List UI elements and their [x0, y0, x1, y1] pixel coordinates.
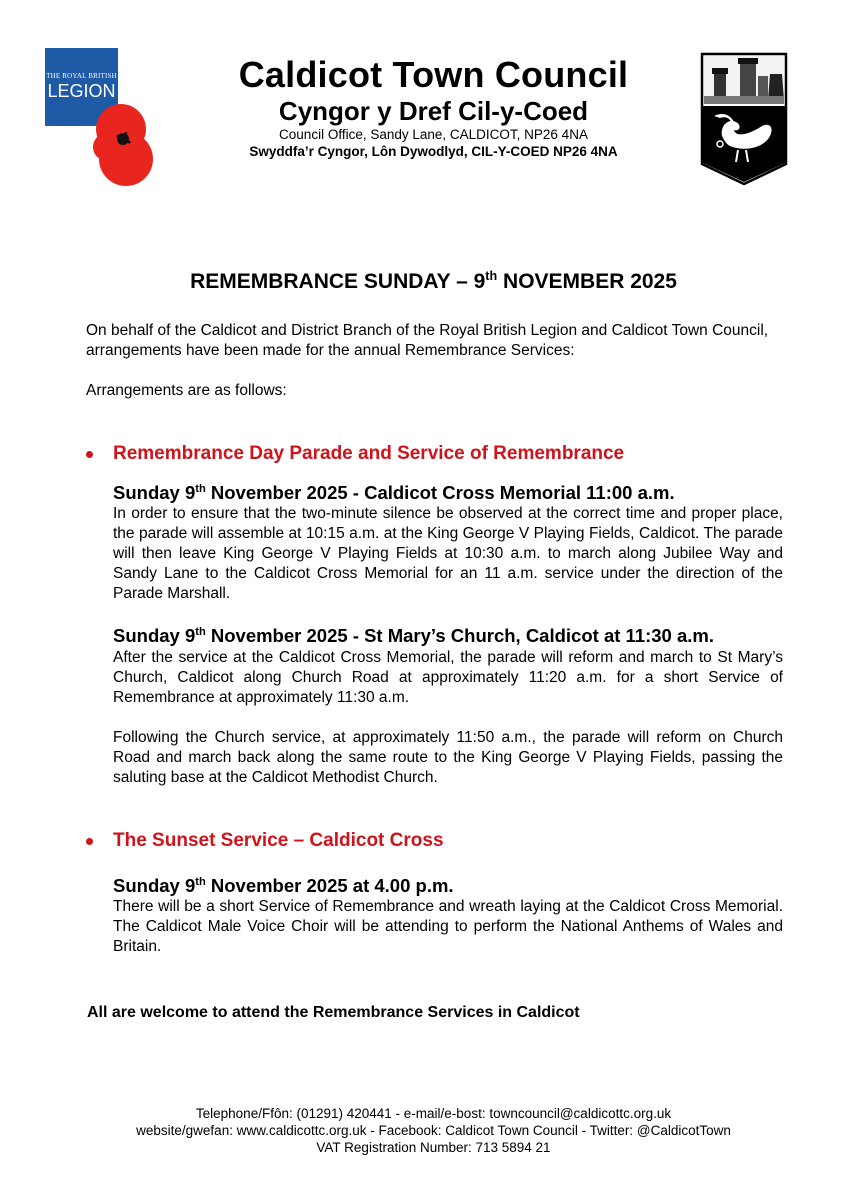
event-date: Sunday 9	[113, 625, 196, 646]
title-superscript: th	[485, 269, 498, 283]
footer-web: website/gwefan: www.caldicottc.org.uk - Facebook: Caldicot Town Council - Twitter: @CaldicotTown	[136, 1123, 731, 1138]
bullet-icon	[86, 451, 93, 458]
event-heading-cross-memorial	[113, 481, 783, 505]
event-date-superscript: th	[195, 625, 206, 638]
welcome-statement: All are welcome to attend the Remembrance Services in Caldicot	[87, 1004, 580, 1021]
intro-paragraph: On behalf of the Caldicot and District Branch of the Royal British Legion and Caldicot Town Council, arrangements have been made for the annual Remembrance Services:	[86, 322, 769, 359]
event-description: After the service at the Caldicot Cross Memorial, the parade will reform and march to St Mary’s Church, Caldicot along Church Road at approximately 11:20 a.m. for a short Service of Remembrance at approximately 11:30 a.m.	[113, 649, 783, 706]
section-heading-text: Remembrance Day Parade and Service of Remembrance	[113, 443, 625, 464]
footer	[0, 1105, 867, 1156]
event-heading-st-marys	[113, 624, 783, 648]
section-heading-parade	[113, 442, 783, 466]
event-details: November 2025 at 4.00 p.m.	[205, 875, 454, 896]
legion-logo-small-text: THE ROYAL BRITISH	[46, 72, 117, 80]
event-description-followup: Following the Church service, at approximately 11:50 a.m., the parade will reform on Church Road and march back along the same route to the King George V Playing Fields, passing the saluting base at the Caldicot Methodist Church.	[113, 729, 783, 786]
page-title	[0, 270, 867, 294]
letterhead	[190, 54, 677, 160]
title-text: REMEMBRANCE SUNDAY – 9	[190, 270, 486, 293]
event-date: Sunday 9	[113, 875, 196, 896]
footer-vat: VAT Registration Number: 713 5894 21	[316, 1140, 551, 1155]
section-heading-text: The Sunset Service – Caldicot Cross	[113, 830, 444, 851]
legion-logo-big-text: LEGION	[47, 81, 116, 101]
footer-contact: Telephone/Ffôn: (01291) 420441 - e-mail/e-bost: towncouncil@caldicottc.org.uk	[195, 1106, 672, 1121]
event-description: There will be a short Service of Remembrance and wreath laying at the Caldicot Cross Memorial. The Caldicot Male Voice Choir will be attending to perform the National Anthems of Wales and Britain.	[113, 898, 783, 955]
title-text-suffix: NOVEMBER 2025	[497, 270, 677, 293]
royal-british-legion-logo	[45, 48, 165, 188]
event-details: November 2025 - St Mary’s Church, Caldicot at 11:30 a.m.	[205, 625, 714, 646]
event-date: Sunday 9	[113, 482, 196, 503]
town-crest-icon	[700, 52, 788, 186]
arrangements-label: Arrangements are as follows:	[86, 382, 287, 399]
council-name-welsh: Cyngor y Dref Cil-y-Coed	[278, 96, 589, 126]
section-heading-sunset	[113, 829, 783, 853]
council-name: Caldicot Town Council	[238, 54, 629, 95]
event-description: In order to ensure that the two-minute silence be observed at the correct time and proper place, the parade will assemble at 10:15 a.m. at the King George V Playing Fields, Caldicot. The parade will then leave King George V Playing Fields at 10:30 a.m. to march along Jubilee Way and Sandy Lane to the Caldicot Cross Memorial for an 11 a.m. service under the direction of the Parade Marshall.	[113, 505, 783, 602]
address-english: Council Office, Sandy Lane, CALDICOT, NP26 4NA	[279, 127, 588, 142]
event-date-superscript: th	[195, 482, 206, 495]
poppy-icon	[85, 103, 163, 187]
event-date-superscript: th	[195, 875, 206, 888]
event-heading-sunset	[113, 874, 783, 898]
event-details: November 2025 - Caldicot Cross Memorial 11:00 a.m.	[205, 482, 675, 503]
address-welsh: Swyddfa’r Cyngor, Lôn Dywodlyd, CIL-Y-COED NP26 4NA	[249, 144, 618, 159]
bullet-icon	[86, 838, 93, 845]
